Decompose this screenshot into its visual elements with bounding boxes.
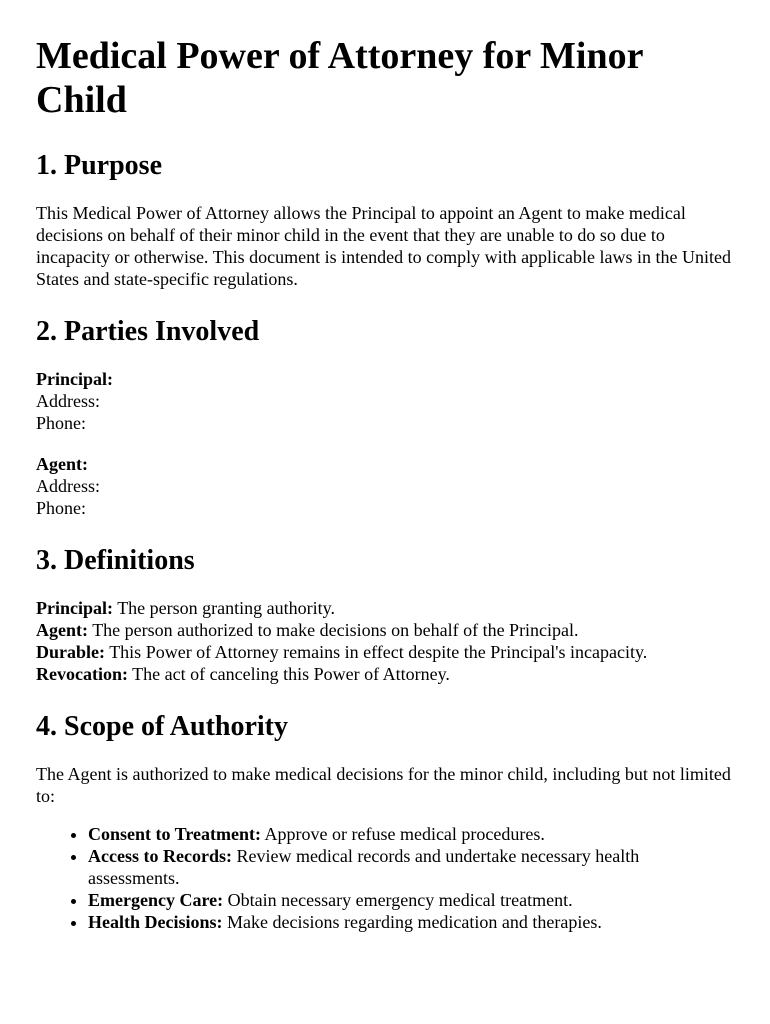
purpose-section: [36, 150, 734, 290]
definition-item: [36, 619, 734, 641]
agent-label: Agent:: [36, 454, 88, 474]
definition-desc: The act of canceling this Power of Attorney.: [132, 664, 450, 684]
definition-term: Revocation:: [36, 664, 128, 684]
definition-desc: The person authorized to make decisions on behalf of the Principal.: [92, 620, 579, 640]
parties-section: [36, 316, 734, 519]
definition-desc: This Power of Attorney remains in effect despite the Principal's incapacity.: [109, 642, 648, 662]
scope-term: Consent to Treatment:: [88, 824, 261, 844]
scope-desc: Obtain necessary emergency medical treatment.: [227, 890, 573, 910]
scope-list: [36, 823, 734, 933]
scope-heading: 4. Scope of Authority: [36, 711, 288, 742]
scope-desc: Approve or refuse medical procedures.: [264, 824, 545, 844]
scope-item: [88, 911, 734, 933]
definition-item: [36, 597, 734, 619]
scope-section: [36, 711, 734, 933]
scope-intro: The Agent is authorized to make medical decisions for the minor child, including but not limited to:: [36, 764, 731, 806]
definitions-list: [36, 597, 734, 685]
definition-term: Durable:: [36, 642, 105, 662]
scope-item: [88, 845, 734, 889]
scope-term: Health Decisions:: [88, 912, 223, 932]
definitions-section: [36, 545, 734, 685]
scope-term: Emergency Care:: [88, 890, 224, 910]
definition-term: Agent:: [36, 620, 88, 640]
definitions-heading: 3. Definitions: [36, 545, 195, 576]
purpose-heading: 1. Purpose: [36, 150, 162, 181]
agent-phone: Phone:: [36, 498, 87, 518]
document-title: Medical Power of Attorney for Minor Child: [36, 35, 643, 121]
definition-term: Principal:: [36, 598, 113, 618]
principal-label: Principal:: [36, 369, 113, 389]
scope-term: Access to Records:: [88, 846, 232, 866]
principal-phone: Phone:: [36, 413, 87, 433]
parties-heading: 2. Parties Involved: [36, 316, 260, 347]
principal-address: Address:: [36, 391, 100, 411]
definition-item: [36, 641, 734, 663]
scope-item: [88, 823, 734, 845]
agent-address: Address:: [36, 476, 100, 496]
scope-item: [88, 889, 734, 911]
scope-desc: Make decisions regarding medication and therapies.: [227, 912, 602, 932]
scope-desc: Review medical records and undertake necessary health assessments.: [88, 846, 640, 888]
definition-desc: The person granting authority.: [117, 598, 335, 618]
definition-item: [36, 663, 734, 685]
agent-party: [36, 453, 734, 519]
purpose-text: This Medical Power of Attorney allows the Principal to appoint an Agent to make medical decisions on behalf of their minor child in the event that they are unable to do so due to incapacity or otherwise. This document is intended to comply with applicable laws in the United States and state-specific regulations.: [36, 203, 732, 289]
principal-party: [36, 368, 734, 434]
